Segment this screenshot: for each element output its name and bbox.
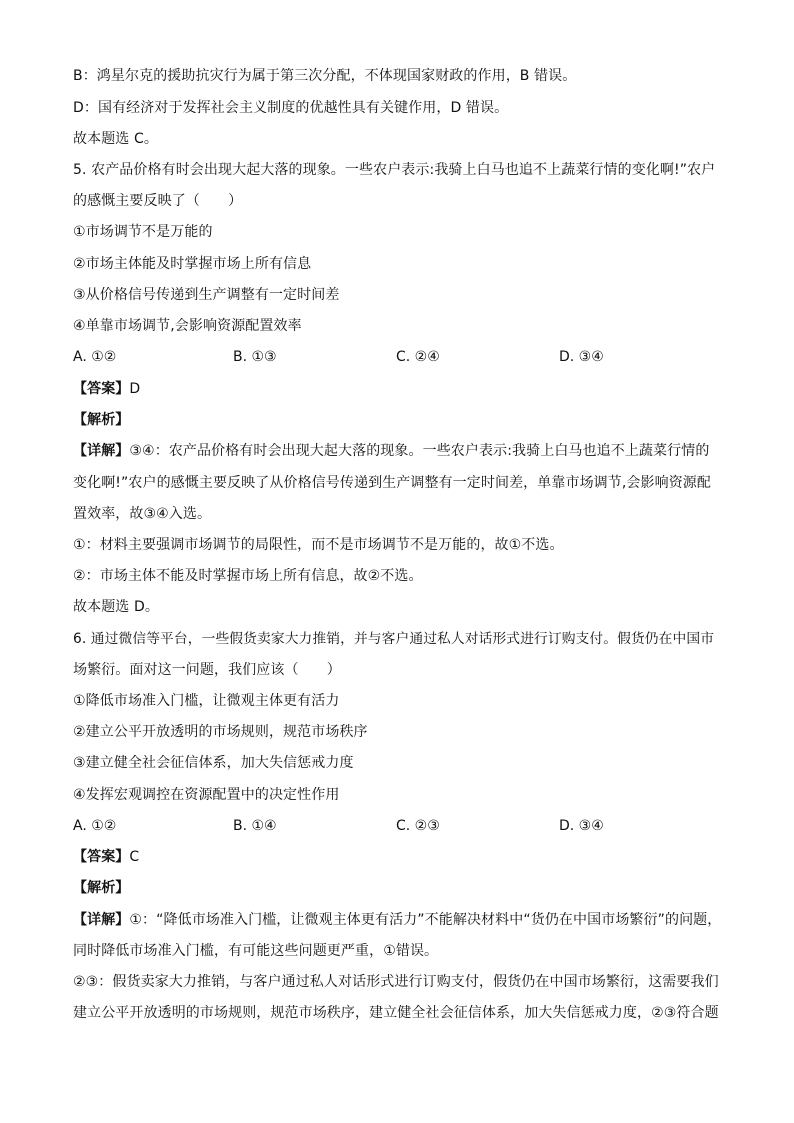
answer-label: 【答案】 (73, 381, 130, 397)
question-6-item-3: ③建立健全社会征信体系，加大失信惩戒力度 (73, 755, 354, 771)
question-6-options (73, 817, 723, 835)
question-5-detail-cont: 变化啊!”农户的感慨主要反映了从价格信号传递到生产调整有一定时间差，单靠市场调节,会影响资源配 (73, 475, 712, 491)
question-5-stem-cont: 的感慨主要反映了（ ） (73, 193, 243, 209)
option-a: A. ①② (73, 349, 117, 365)
option-d: D. ③④ (559, 818, 604, 834)
question-5-item-2: ②市场主体能及时掌握市场上所有信息 (73, 256, 312, 272)
option-b: B. ①③ (233, 349, 277, 365)
option-b: B. ①④ (233, 818, 277, 834)
question-5-item-3: ③从价格信号传递到生产调整有一定时间差 (73, 287, 340, 303)
question-5-item-4: ④单靠市场调节,会影响资源配置效率 (73, 318, 302, 334)
option-d: D. ③④ (559, 349, 604, 365)
analysis-label: 【解析】 (73, 880, 130, 896)
question-5-conclusion: 故本题选 D。 (73, 599, 159, 615)
question-5-options (73, 348, 723, 366)
paragraph-line: B：鸿星尔克的援助抗灾行为属于第三次分配，不体现国家财政的作用，B 错误。 (73, 68, 577, 84)
question-6-item-2: ②建立公平开放透明的市场规则，规范市场秩序 (73, 724, 368, 740)
detail-text: ①：“降低市场准入门槛，让微观主体更有活力”不能解决材料中“货仍在中国市场繁衍”的问题， (129, 912, 722, 928)
paragraph-line: D：国有经济对于发挥社会主义制度的优越性具有关键作用，D 错误。 (73, 100, 509, 116)
question-6-answer (73, 848, 721, 866)
answer-value: C (129, 849, 140, 865)
detail-text: ③④：农产品价格有时会出现大起大落的现象。一些农户表示:我骑上白马也追不上蔬菜行情的 (129, 443, 710, 459)
question-6-item-1: ①降低市场准入门槛，让微观主体更有活力 (73, 693, 340, 709)
question-5-stem: 5. 农产品价格有时会出现大起大落的现象。一些农户表示:我骑上白马也追不上蔬菜行情的变化啊!”农户 (73, 162, 716, 178)
detail-label: 【详解】 (73, 443, 130, 459)
analysis-label: 【解析】 (73, 412, 130, 428)
answer-value: D (129, 381, 141, 397)
question-5-detail-cont: 置效率，故③④入选。 (73, 506, 212, 522)
option-c: C. ②③ (396, 818, 440, 834)
question-5-answer (73, 380, 721, 398)
question-5-item-1: ①市场调节不是万能的 (73, 224, 213, 240)
question-5-detail (73, 442, 721, 460)
question-6-item-4: ④发挥宏观调控在资源配置中的决定性作用 (73, 787, 340, 803)
question-5-detail-point-2: ②：市场主体不能及时掌握市场上所有信息，故②不选。 (73, 568, 423, 584)
detail-label: 【详解】 (73, 912, 130, 928)
question-6-detail-point: ②③：假货卖家大力推销，与客户通过私人对话形式进行订购支付，假货仍在中国市场繁衍，这需要我们 (73, 974, 719, 990)
question-6-stem-cont: 场繁衍。面对这一问题，我们应该（ ） (73, 662, 341, 678)
question-6-analysis-heading (73, 879, 721, 897)
answer-label: 【答案】 (73, 849, 130, 865)
question-6-detail-cont: 同时降低市场准入门槛，有可能这些问题更严重，①错误。 (73, 943, 439, 959)
question-5-analysis-heading (73, 411, 721, 429)
question-6-stem: 6. 通过微信等平台，一些假货卖家大力推销，并与客户通过私人对话形式进行订购支付。假货仍在中国市 (73, 631, 715, 647)
paragraph-line: 故本题选 C。 (73, 131, 158, 147)
question-5-detail-point-1: ①：材料主要强调市场调节的局限性，而不是市场调节不是万能的，故①不选。 (73, 537, 564, 553)
option-c: C. ②④ (396, 349, 440, 365)
question-6-detail-cont: 建立公平开放透明的市场规则，规范市场秩序，建立健全社会征信体系，加大失信惩戒力度，②③符合题 (73, 1005, 719, 1021)
option-a: A. ①② (73, 818, 117, 834)
question-6-detail (73, 911, 721, 929)
